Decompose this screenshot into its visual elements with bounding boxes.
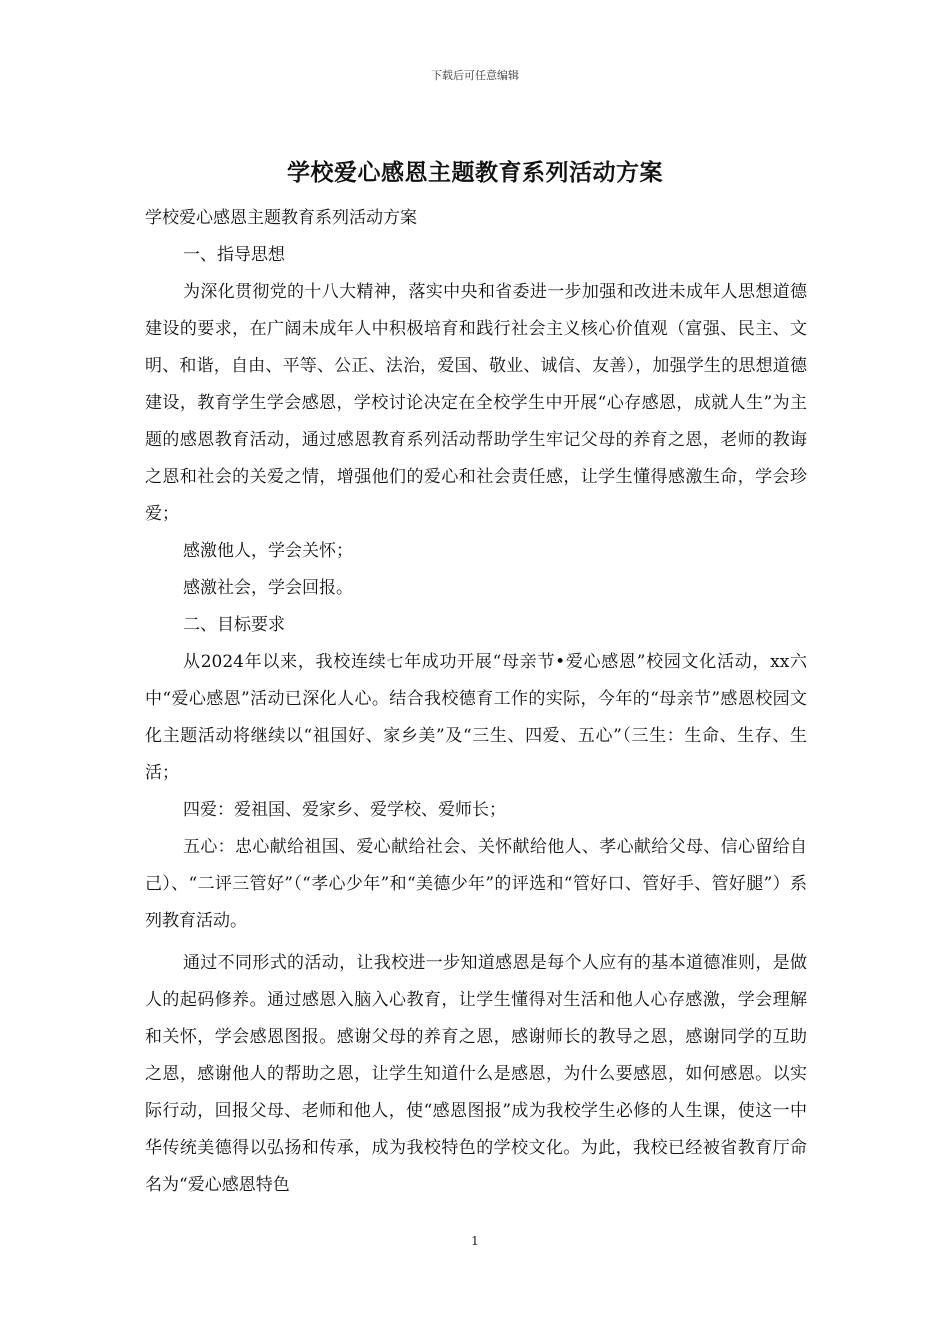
page-header: 下载后可任意编辑 [431,69,519,82]
paragraph-five-hearts: 五心：忠心献给祖国、爱心献给社会、关怀献给他人、孝心献给父母、信心留给自己）、“二评三管好”（“孝心少年”和“美德少年”的评选和“管好口、管好手、管好腿”）系列教育活动。 [145,837,807,931]
section-heading-guiding-thought: 一、指导思想 [183,245,285,265]
paragraph-care-others: 感激他人，学会关怀； [183,541,353,561]
subtitle-line: 学校爱心感恩主题教育系列活动方案 [145,208,417,228]
paragraph-activities: 通过不同形式的活动，让我校进一步知道感恩是每个人应有的基本道德准则，是做人的起码修养。通过感恩入脑入心教育，让学生懂得对生活和他人心存感激，学会理解和关怀，学会感恩图报。感谢父母的养育之恩，感谢师长的教导之恩，感谢同学的互助之恩，感谢他人的帮助之恩，让学生知道什么是感恩，为什么要感恩，如何感恩。以实际行动，回报父母、老师和他人，使“感恩图报”成为我校学生必修的人生课，使这一中华传统美德得以弘扬和传承，成为我校特色的学校文化。为此，我校已经被省教育厅命名为“爱心感恩特色 [145,953,807,1195]
section-heading-goals: 二、目标要求 [183,615,285,635]
paragraph-goals: 从2024年以来，我校连续七年成功开展“母亲节•爱心感恩”校园文化活动，xx六中“爱心感恩”活动已深化人心。结合我校德育工作的实际，今年的“母亲节”感恩校园文化主题活动将继续以“祖国好、家乡美”及“三生、四爱、五心”（三生：生命、生存、生活； [145,652,807,783]
paragraph-repay-society: 感激社会，学会回报。 [183,578,353,598]
paragraph-four-loves: 四爱：爱祖国、爱家乡、爱学校、爱师长； [183,800,506,820]
paragraph-guiding-thought: 为深化贯彻党的十八大精神，落实中央和省委进一步加强和改进未成年人思想道德建设的要求，在广阔未成年人中积极培育和践行社会主义核心价值观（富强、民主、文明、和谐，自由、平等、公正、法治，爱国、敬业、诚信、友善），加强学生的思想道德建设，教育学生学会感恩，学校讨论决定在全校学生中开展“心存感恩，成就人生”为主题的感恩教育活动，通过感恩教育系列活动帮助学生牢记父母的养育之恩，老师的教诲之恩和社会的关爱之情，增强他们的爱心和社会责任感，让学生懂得感激生命，学会珍爱； [145,282,807,524]
document-title: 学校爱心感恩主题教育系列活动方案 [287,159,663,186]
page-number: 1 [471,1234,479,1248]
document-body [145,200,807,1204]
